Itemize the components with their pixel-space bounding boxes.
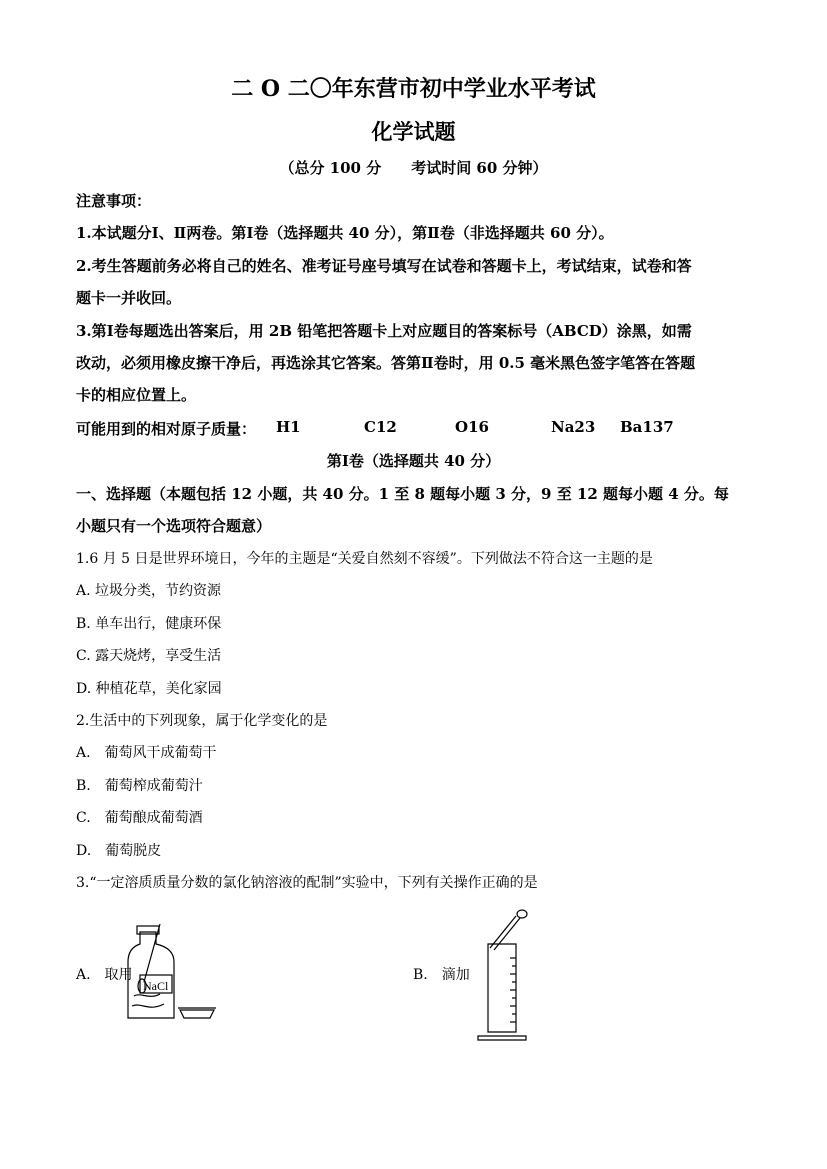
reagent-bottle-figure [120, 922, 230, 1024]
section1-instructions-cont: 小题只有一个选项符合题意） [76, 517, 272, 535]
q2-option-a[interactable]: A. 葡萄风干成葡萄干 [76, 745, 217, 761]
atomic-mass-ba: Ba137 [620, 418, 674, 436]
notice-item: 改动，必须用橡皮擦干净后，再选涂其它答案。答第Ⅱ卷时，用 0.5 毫米黑色签字笔答在答题 [76, 354, 696, 372]
notice-item: 3.第Ⅰ卷每题选出答案后，用 2B 铅笔把答题卡上对应题目的答案标号（ABCD）涂黑，如需 [76, 322, 692, 340]
q1-option-c[interactable]: C. 露天烧烤，享受生活 [76, 648, 222, 664]
q1-option-d[interactable]: D. 种植花草，美化家园 [76, 681, 222, 697]
notice-heading: 注意事项： [76, 192, 152, 210]
question-2-stem: 2.生活中的下列现象，属于化学变化的是 [76, 713, 328, 729]
q1-option-a[interactable]: A. 垃圾分类，节约资源 [76, 583, 222, 599]
question-1-stem: 1.6 月 5 日是世界环境日，今年的主题是“关爱自然刻不容缓”。下列做法不符合这一主题的是 [76, 551, 653, 567]
q3-option-b[interactable]: B. 滴加 [413, 967, 470, 983]
q2-option-c[interactable]: C. 葡萄酿成葡萄酒 [76, 810, 203, 826]
q1-option-b[interactable]: B. 单车出行，健康环保 [76, 616, 222, 632]
atomic-mass-c: C12 [364, 418, 397, 436]
atomic-mass-h: H1 [276, 418, 301, 436]
atomic-mass-na: Na23 [551, 418, 596, 436]
notice-item: 1.本试题分Ⅰ、Ⅱ两卷。第Ⅰ卷（选择题共 40 分），第Ⅱ卷（非选择题共 60 分）。 [76, 224, 614, 242]
exam-title: 二 O 二〇年东营市初中学业水平考试 [231, 76, 596, 102]
notice-item: 题卡一并收回。 [76, 289, 182, 307]
section1-instructions: 一、选择题（本题包括 12 小题，共 40 分。1 至 8 题每小题 3 分，9 至 12 题每小题 4 分。每 [76, 485, 729, 503]
q2-option-b[interactable]: B. 葡萄榨成葡萄汁 [76, 778, 203, 794]
notice-item: 卡的相应位置上。 [76, 386, 197, 404]
section1-heading: 第Ⅰ卷（选择题共 40 分） [326, 452, 501, 470]
q2-option-d[interactable]: D. 葡萄脱皮 [76, 843, 162, 859]
q3-option-a[interactable]: A. 取用 [76, 967, 133, 983]
score-time: （总分 100 分 考试时间 60 分钟） [279, 159, 548, 177]
graduated-cylinder-figure [470, 908, 532, 1042]
nacl-label: NaCl [143, 979, 169, 993]
atomic-mass-row [76, 418, 256, 439]
notice-item: 2.考生答题前务必将自己的姓名、准考证号座号填写在试卷和答题卡上，考试结束，试卷和答 [76, 257, 692, 275]
atomic-mass-o: O16 [455, 418, 489, 436]
exam-subtitle: 化学试题 [371, 119, 456, 144]
atomic-mass-label: 可能用到的相对原子质量： [76, 420, 257, 438]
question-3-stem: 3.“一定溶质质量分数的氯化钠溶液的配制”实验中，下列有关操作正确的是 [76, 875, 538, 891]
